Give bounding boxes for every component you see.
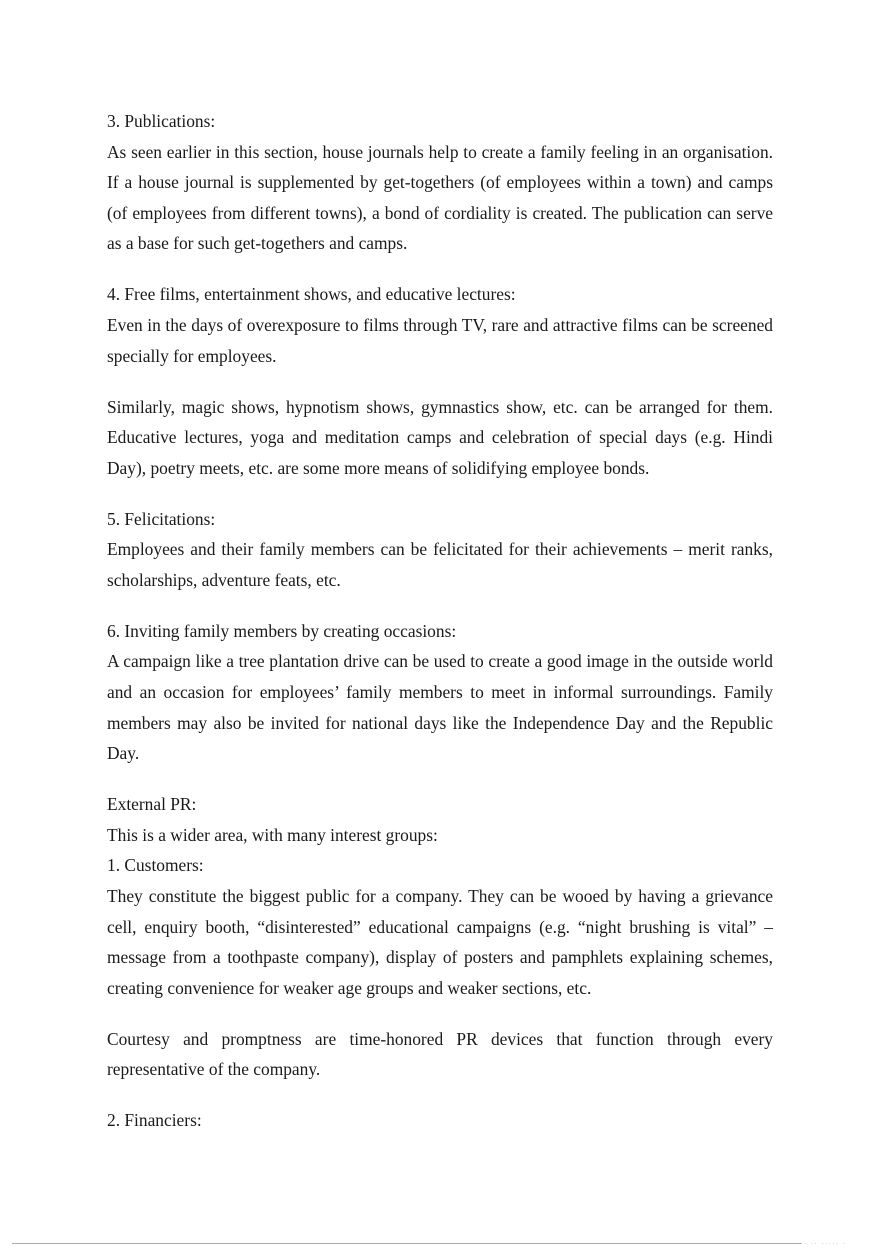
paragraph-spacer — [107, 483, 773, 503]
footer-rule — [12, 1243, 802, 1244]
paragraph-spacer — [107, 769, 773, 789]
paragraph-felicitations: Employees and their family members can be felicitated for their achievements – merit ranks, scholarships, adventure feats, etc. — [107, 539, 773, 590]
paragraph-publications: As seen earlier in this section, house journals help to create a family feeling in an organisation. If a house journal is supplemented by get-togethers (of employees within a town) and camps (of employees from different towns), a bond of cordiality is created. The publication can serve as a base for such get-togethers and camps. — [107, 141, 773, 254]
paragraph-spacer — [107, 1003, 773, 1023]
section-heading-felicitations: 5. Felicitations: — [107, 508, 216, 529]
paragraph-external-pr-intro: This is a wider area, with many interest groups: — [107, 824, 438, 845]
paragraph-spacer — [107, 259, 773, 279]
paragraph-spacer — [107, 1085, 773, 1105]
paragraph-inviting-family: A campaign like a tree plantation drive can be used to create a good image in the outside world and an occasion for employees’ family members to meet in informal surroundings. Family members may also be invited for national days like the Independence Day and the Republic Day. — [107, 651, 773, 764]
paragraph-customers: They constitute the biggest public for a company. They can be wooed by having a grievance cell, enquiry booth, “disinterested” educational campaigns (e.g. “night brushing is vital” – message from a toothpaste company), display of posters and pamphlets explaining schemes, creating convenience for weaker age groups and weaker sections, etc. — [107, 886, 773, 998]
section-heading-inviting-family: 6. Inviting family members by creating occasions: — [107, 620, 457, 641]
document-page — [107, 106, 773, 1136]
paragraph-courtesy: Courtesy and promptness are time-honored PR devices that function through every representative of the company. — [107, 1028, 773, 1080]
paragraph-free-films: Even in the days of overexposure to films through TV, rare and attractive films can be screened specially for employees. — [107, 314, 773, 366]
paragraph-spacer — [107, 371, 773, 391]
section-heading-free-films: 4. Free films, entertainment shows, and educative lectures: — [107, 284, 516, 305]
section-heading-financiers: 2. Financiers: — [107, 1110, 202, 1131]
paragraph-spacer — [107, 595, 773, 615]
section-heading-external-pr: External PR: — [107, 794, 197, 815]
footer-corner-mark: ·· ·· ····· · — [800, 1239, 847, 1248]
paragraph-magic-shows: Similarly, magic shows, hypnotism shows, gymnastics show, etc. can be arranged for them. Educative lectures, yoga and meditation camps and celebration of special days (e.g. Hindi Day), poetry meets, etc. are some more means of solidifying employee bonds. — [107, 396, 773, 478]
section-heading-customers: 1. Customers: — [107, 855, 204, 876]
section-heading-publications: 3. Publications: — [107, 111, 216, 131]
